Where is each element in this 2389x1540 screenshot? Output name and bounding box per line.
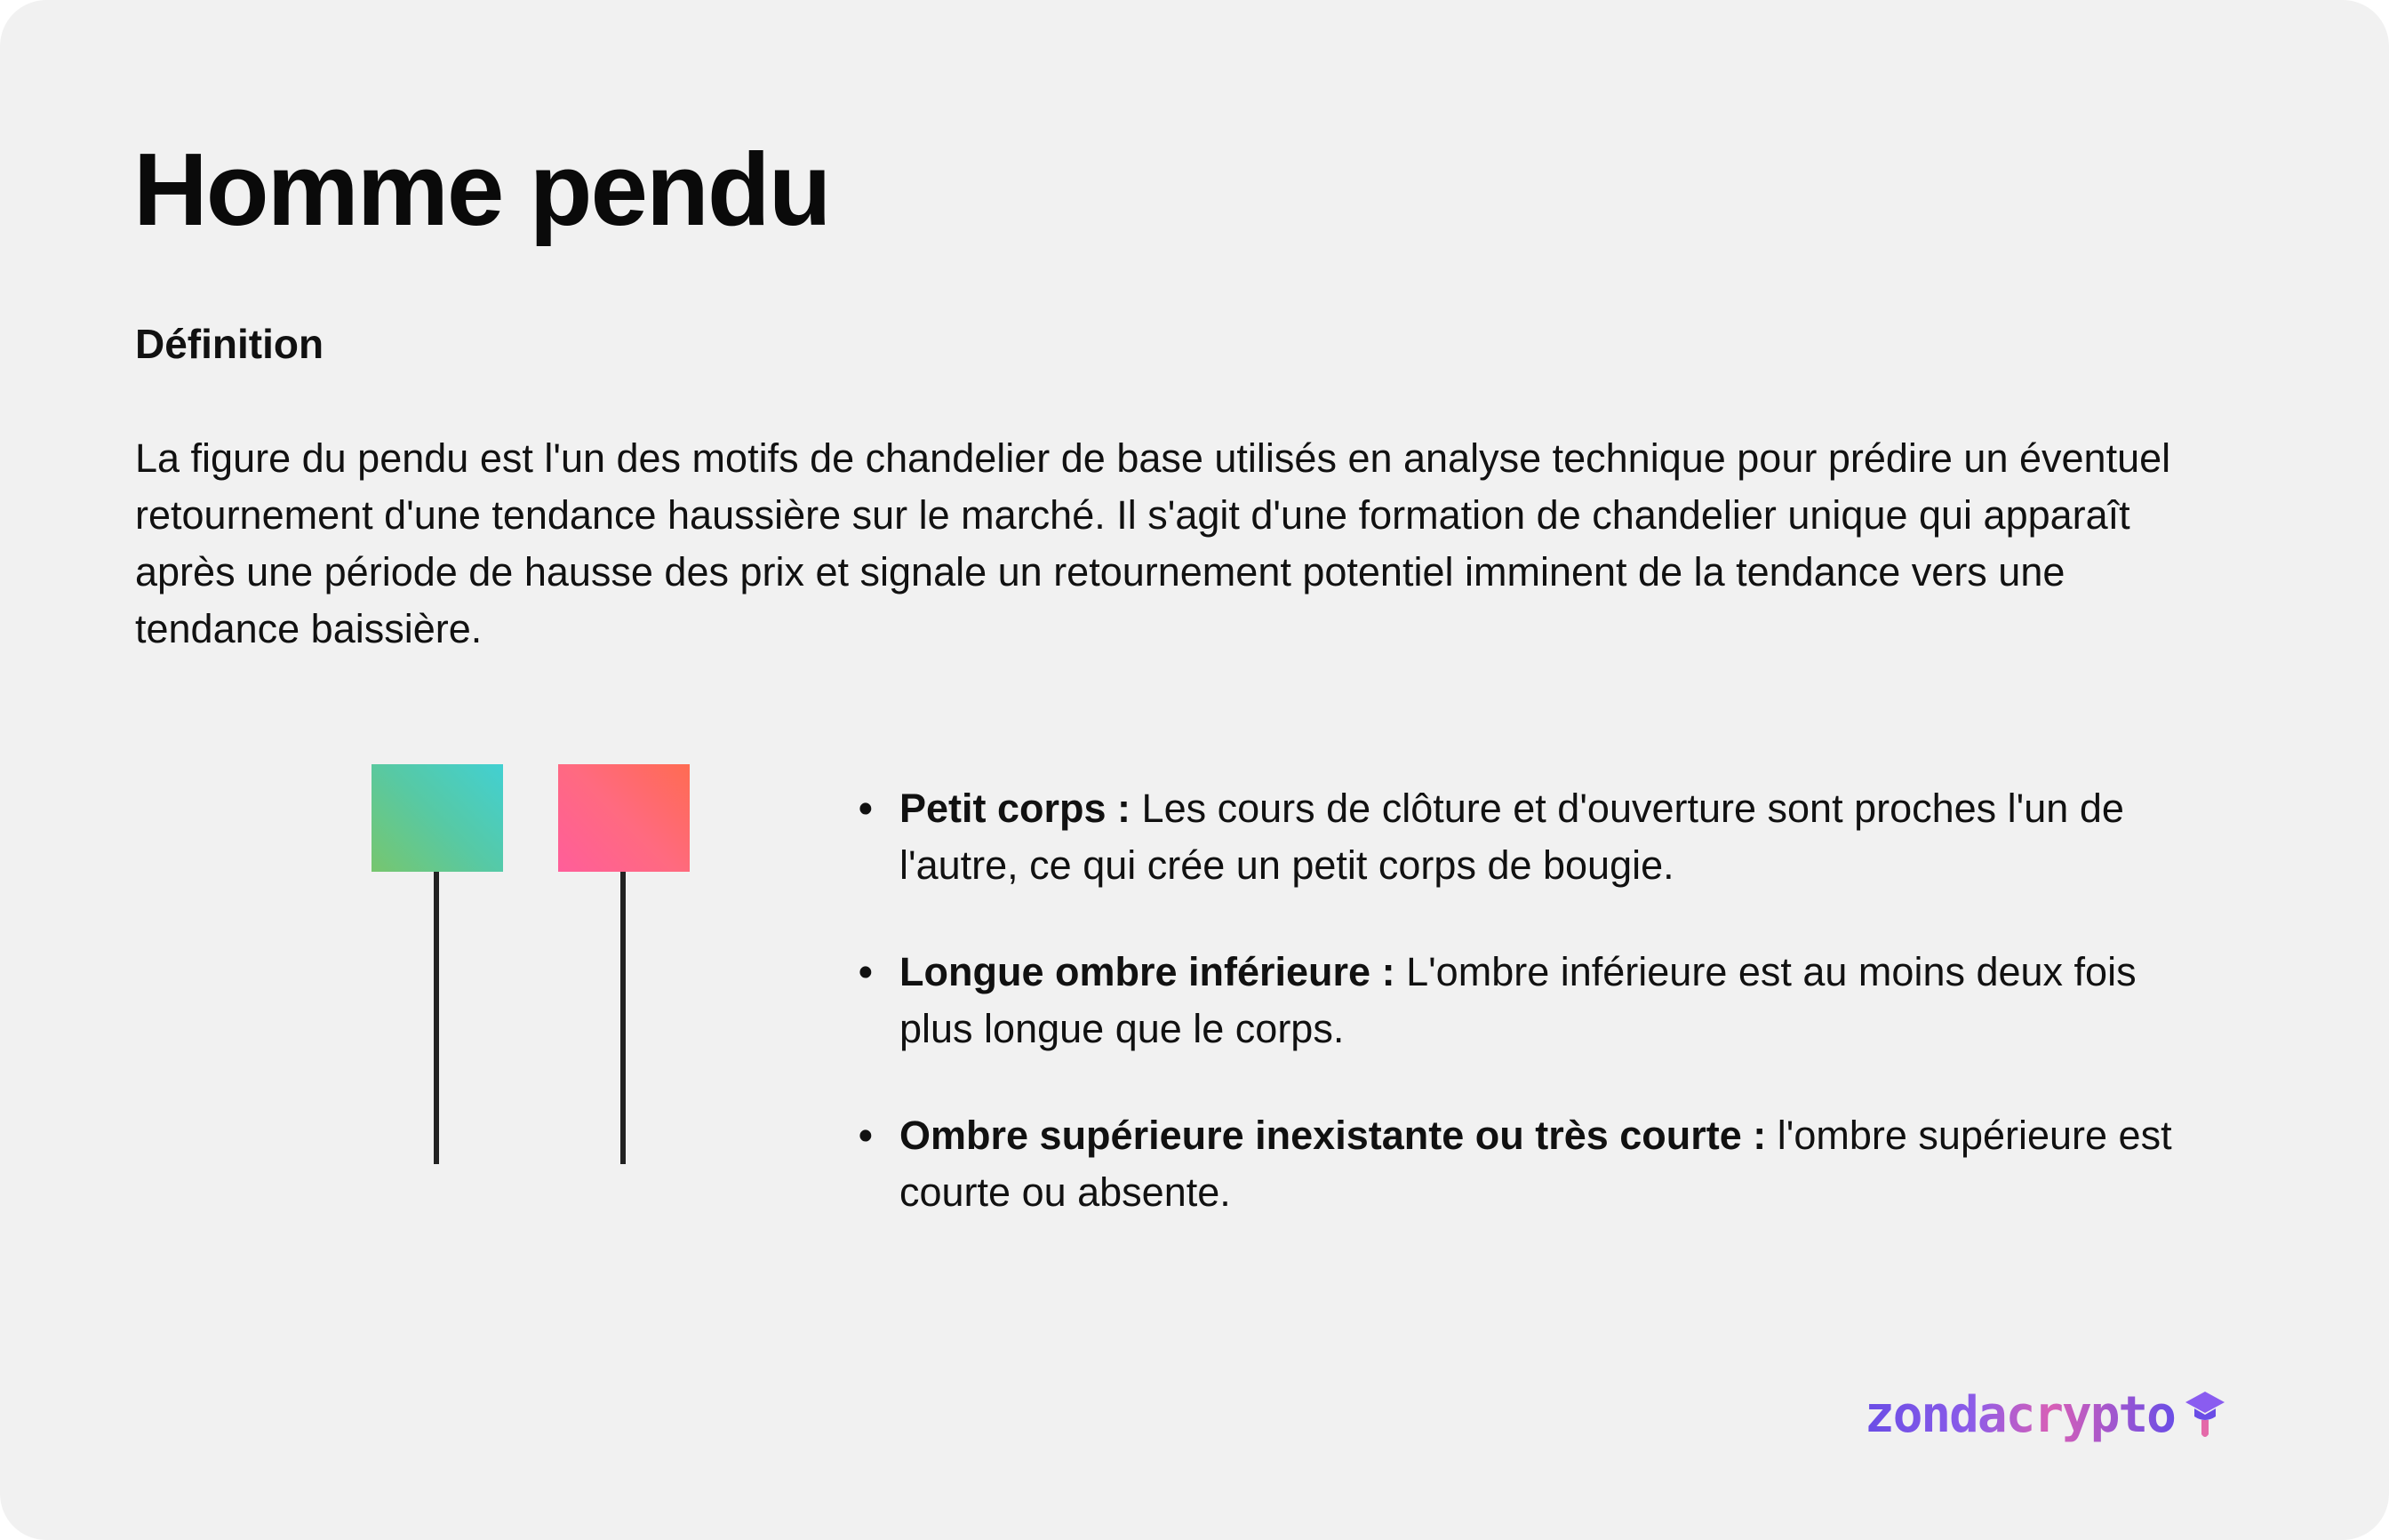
characteristics-list <box>853 780 2204 1271</box>
definition-paragraph: La figure du pendu est l'un des motifs de chandelier de base utilisés en analyse technique pour prédire un éventuel retournement d'une tendance haussière sur le marché. Il s'agit d'une formation de chandelier unique qui apparaît après une période de hausse des prix et signale un retournement potentiel imminent de la tendance vers une tendance baissière. <box>135 435 2171 651</box>
red-candlestick <box>558 764 690 1289</box>
bullet-text: L'ombre inférieure est au moins deux fois plus longue que le corps. <box>899 949 2137 1051</box>
list-item <box>853 780 2204 894</box>
zondacrypto-logo <box>1865 1379 2226 1450</box>
bullet-icon: • <box>859 949 873 994</box>
green-candle-lower-shadow <box>434 872 439 1164</box>
candlestick-illustration <box>356 764 729 1297</box>
bullet-text: l'ombre supérieure est courte ou absente. <box>899 1113 2172 1215</box>
bullet-term: Longue ombre inférieure : <box>899 949 1395 994</box>
zonda-hat-icon <box>2184 1388 2226 1441</box>
bullet-text: Les cours de clôture et d'ouverture sont proches l'un de l'autre, ce qui crée un petit corps de bougie. <box>899 786 2124 888</box>
list-item <box>853 944 2204 1057</box>
section-heading: Définition <box>135 321 324 367</box>
list-item <box>853 1107 2204 1221</box>
green-candlestick <box>372 764 503 1289</box>
page-title: Homme pendu <box>133 132 830 247</box>
red-candle-lower-shadow <box>620 872 626 1164</box>
bullet-icon: • <box>859 1113 873 1158</box>
bullet-term: Petit corps : <box>899 786 1131 831</box>
logo-wordmark: zondacrypto <box>1865 1385 2175 1444</box>
red-candle-body <box>558 764 690 872</box>
bullet-icon: • <box>859 786 873 831</box>
green-candle-body <box>372 764 503 872</box>
bullet-term: Ombre supérieure inexistante ou très courte : <box>899 1113 1767 1158</box>
